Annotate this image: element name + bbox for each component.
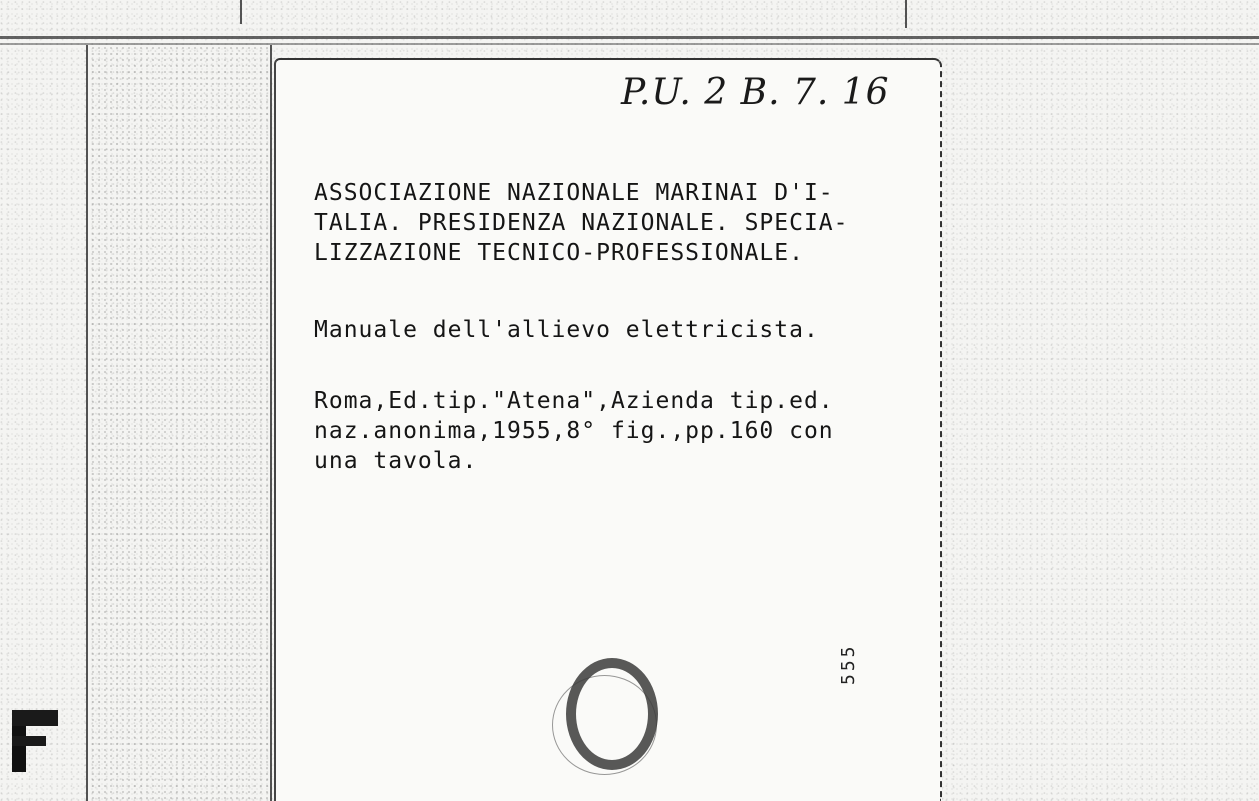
circle-hole-stamp [566, 658, 658, 770]
upper-divider-left [240, 0, 242, 24]
title-text: Manuale dell'allievo elettricista. [314, 317, 819, 343]
card-imprint [314, 386, 934, 476]
card-title [314, 315, 934, 345]
card-number: 555 [838, 643, 859, 685]
heading-line-1: ASSOCIAZIONE NAZIONALE MARINAI D'I- [314, 180, 834, 206]
catalog-card [274, 58, 942, 801]
top-border-line [0, 36, 1259, 39]
middle-adjacent-card-edge [90, 45, 272, 801]
imprint-line-1: Roma,Ed.tip."Atena",Azienda tip.ed. [314, 388, 834, 414]
heading-line-3: LIZZAZIONE TECNICO-PROFESSIONALE. [314, 240, 804, 266]
imprint-line-3: una tavola. [314, 448, 478, 474]
left-adjacent-card-edge [0, 45, 86, 801]
card-heading [314, 178, 934, 268]
left-card-divider [86, 45, 88, 801]
heading-line-2: TALIA. PRESIDENZA NAZIONALE. SPECIA- [314, 210, 849, 236]
imprint-line-2: naz.anonima,1955,8° fig.,pp.160 con [314, 418, 834, 444]
middle-card-divider [270, 45, 272, 801]
edge-logo-mark [6, 710, 58, 772]
handwritten-shelfmark: P.U. 2 B. 7. 16 [621, 72, 890, 113]
upper-divider-right [905, 0, 907, 28]
